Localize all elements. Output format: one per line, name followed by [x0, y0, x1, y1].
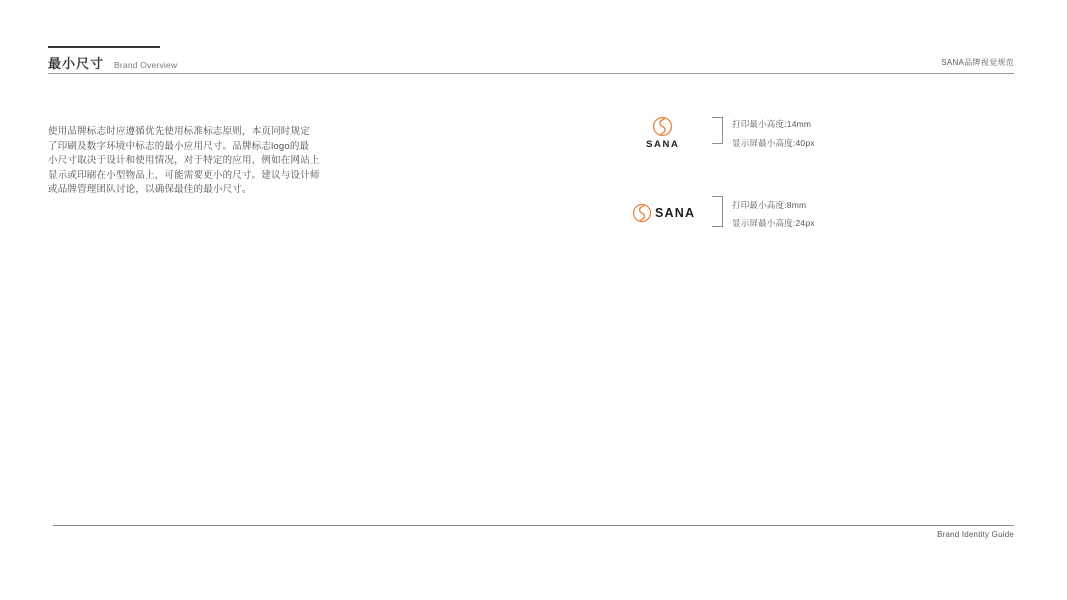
print-min-height-label: 打印最小高度:8mm [732, 200, 807, 210]
footer-label: Brand Identity Guide [937, 530, 1014, 539]
screen-min-height-label: 显示屏最小高度:24px [732, 218, 815, 228]
intro-line: 小尺寸取决于设计和使用情况，对于特定的应用，例如在网站上 [48, 155, 320, 167]
sana-swirl-icon [652, 116, 673, 137]
logo-vertical-lockup [638, 116, 686, 150]
logo-horizontal-lockup [632, 203, 695, 223]
header-title-row [48, 53, 177, 72]
intro-line: 使用品牌标志时应遵循优先使用标准标志原则，本页同时规定 [48, 126, 310, 137]
intro-line: 显示或印刷在小型物品上，可能需要更小的尺寸。建议与设计师 [48, 169, 320, 181]
intro-line: 或品牌管理团队讨论，以确保最佳的最小尺寸。 [48, 184, 252, 196]
header-right-label: SANA品牌视觉规范 [941, 58, 1014, 67]
sana-wordmark: SANA [646, 139, 680, 150]
sana-wordmark: SANA [655, 206, 696, 220]
intro-line: 了印刷及数字环境中标志的最小应用尺寸。品牌标志logo的最 [48, 140, 310, 152]
sana-swirl-icon [632, 203, 652, 223]
height-bracket [712, 117, 723, 144]
header-divider-line [48, 73, 1014, 74]
header-accent-bar [48, 46, 160, 48]
print-min-height-label: 打印最小高度:14mm [732, 119, 812, 129]
page-title: 最小尺寸 [48, 56, 105, 71]
height-bracket [712, 196, 723, 227]
page-subtitle: Brand Overview [114, 60, 178, 70]
footer-divider-line [53, 525, 1014, 526]
intro-paragraph [48, 125, 320, 198]
screen-min-height-label: 显示屏最小高度:40px [732, 138, 815, 148]
